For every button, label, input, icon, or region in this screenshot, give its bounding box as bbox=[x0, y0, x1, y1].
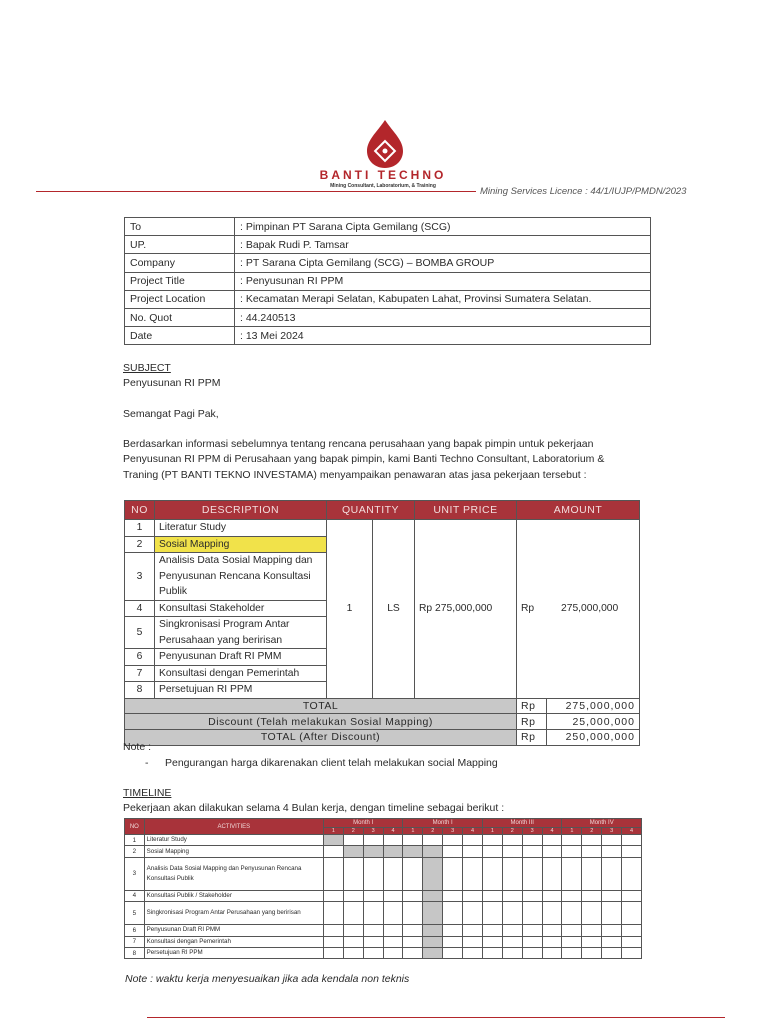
offer-item-no: 1 bbox=[125, 520, 155, 537]
timeline-row bbox=[125, 890, 642, 901]
tl-cell bbox=[602, 857, 622, 890]
tl-cell bbox=[542, 902, 562, 925]
tl-cell bbox=[343, 925, 363, 936]
tl-cell bbox=[502, 846, 522, 857]
tl-cell bbox=[562, 835, 582, 846]
tl-cell-active bbox=[423, 846, 443, 857]
tl-cell bbox=[502, 890, 522, 901]
col-no: NO bbox=[125, 501, 155, 520]
summary-currency: Rp bbox=[517, 730, 547, 746]
timeline-note: Note : waktu kerja menyesuaikan jika ada kendala non teknis bbox=[125, 973, 410, 985]
licence-text: Mining Services Licence : 44/1/IUJP/PMDN/2023 bbox=[480, 186, 687, 197]
tl-cell bbox=[502, 925, 522, 936]
info-label: Project Location bbox=[125, 290, 235, 308]
info-row bbox=[125, 236, 651, 254]
tl-week: 3 bbox=[443, 828, 463, 835]
tl-activity-name: Analisis Data Sosial Mapping dan Penyusunan Rencana Konsultasi Publik bbox=[144, 857, 323, 890]
tl-activity-no: 4 bbox=[125, 890, 145, 901]
tl-cell bbox=[443, 947, 463, 958]
tl-cell bbox=[582, 925, 602, 936]
info-value: : 44.240513 bbox=[235, 308, 651, 326]
tl-activity-name: Singkronisasi Program Antar Perusahaan yang beririsan bbox=[144, 902, 323, 925]
tl-week: 1 bbox=[403, 828, 423, 835]
info-label: Date bbox=[125, 327, 235, 345]
offer-item-no: 7 bbox=[125, 665, 155, 682]
tl-cell bbox=[562, 890, 582, 901]
tl-cell bbox=[522, 947, 542, 958]
subject-heading: SUBJECT bbox=[123, 362, 171, 374]
note-label: Note : bbox=[123, 741, 152, 753]
tl-cell bbox=[482, 890, 502, 901]
tl-cell-active bbox=[423, 890, 443, 901]
tl-cell bbox=[323, 947, 343, 958]
tl-cell bbox=[463, 925, 483, 936]
tl-cell bbox=[403, 925, 423, 936]
tl-cell bbox=[403, 936, 423, 947]
brand-tagline: Mining Consultant, Laboratorium, & Training bbox=[330, 183, 436, 189]
tl-activity-name: Persetujuan RI PPM bbox=[144, 947, 323, 958]
tl-activity-name: Literatur Study bbox=[144, 835, 323, 846]
note-bullet: - bbox=[145, 757, 149, 769]
tl-cell bbox=[502, 902, 522, 925]
tl-cell bbox=[343, 890, 363, 901]
offer-unit: LS bbox=[373, 520, 415, 699]
subject-value: Penyusunan RI PPM bbox=[123, 377, 221, 389]
tl-cell bbox=[562, 902, 582, 925]
tl-cell bbox=[562, 846, 582, 857]
tl-cell bbox=[582, 857, 602, 890]
tl-week: 3 bbox=[522, 828, 542, 835]
timeline-row bbox=[125, 846, 642, 857]
tl-activity-no: 2 bbox=[125, 846, 145, 857]
tl-cell bbox=[622, 835, 642, 846]
tl-cell bbox=[363, 857, 383, 890]
tl-cell bbox=[323, 902, 343, 925]
tl-cell bbox=[343, 902, 363, 925]
tl-activity-no: 7 bbox=[125, 936, 145, 947]
tl-month: Month III bbox=[482, 819, 562, 828]
tl-cell bbox=[363, 890, 383, 901]
intro-paragraph bbox=[123, 437, 604, 483]
tl-cell bbox=[542, 857, 562, 890]
info-row bbox=[125, 308, 651, 326]
timeline-row bbox=[125, 902, 642, 925]
tl-week: 1 bbox=[562, 828, 582, 835]
info-value: : 13 Mei 2024 bbox=[235, 327, 651, 345]
tl-cell bbox=[542, 925, 562, 936]
tl-cell bbox=[343, 857, 363, 890]
tl-cell bbox=[383, 947, 403, 958]
info-value: : PT Sarana Cipta Gemilang (SCG) – BOMBA GROUP bbox=[235, 254, 651, 272]
tl-cell bbox=[522, 890, 542, 901]
tl-cell bbox=[443, 846, 463, 857]
tl-cell bbox=[602, 890, 622, 901]
tl-cell bbox=[562, 936, 582, 947]
tl-cell bbox=[522, 925, 542, 936]
tl-week: 4 bbox=[383, 828, 403, 835]
tl-cell bbox=[582, 890, 602, 901]
summary-value: 25,000,000 bbox=[547, 714, 640, 730]
tl-cell-active bbox=[423, 925, 443, 936]
tl-cell bbox=[482, 902, 502, 925]
tl-col-no: NO bbox=[125, 819, 145, 835]
tl-activity-no: 5 bbox=[125, 902, 145, 925]
offer-quantity: 1 bbox=[327, 520, 373, 699]
tl-cell bbox=[383, 890, 403, 901]
info-label: Company bbox=[125, 254, 235, 272]
tl-col-activities: ACTIVITIES bbox=[144, 819, 323, 835]
tl-week: 4 bbox=[463, 828, 483, 835]
tl-cell bbox=[482, 936, 502, 947]
info-label: To bbox=[125, 218, 235, 236]
tl-cell-active bbox=[423, 902, 443, 925]
tl-cell bbox=[622, 857, 642, 890]
tl-cell bbox=[363, 925, 383, 936]
info-label: UP. bbox=[125, 236, 235, 254]
timeline-month-header bbox=[125, 819, 642, 828]
tl-cell bbox=[343, 947, 363, 958]
tl-cell bbox=[482, 947, 502, 958]
offer-item-no: 3 bbox=[125, 553, 155, 601]
tl-cell bbox=[363, 902, 383, 925]
tl-week: 1 bbox=[482, 828, 502, 835]
offer-amount-value: 275,000,000 bbox=[561, 603, 619, 615]
tl-month: Month IV bbox=[562, 819, 642, 828]
offer-unit-price: Rp 275,000,000 bbox=[415, 520, 517, 699]
tl-week: 4 bbox=[542, 828, 562, 835]
tl-cell bbox=[522, 902, 542, 925]
tl-week: 3 bbox=[363, 828, 383, 835]
timeline-row bbox=[125, 835, 642, 846]
tl-cell bbox=[403, 947, 423, 958]
recipient-info-table bbox=[124, 217, 651, 345]
tl-cell bbox=[602, 902, 622, 925]
tl-cell-active bbox=[323, 835, 343, 846]
tl-cell bbox=[542, 936, 562, 947]
tl-cell bbox=[463, 857, 483, 890]
tl-cell bbox=[542, 835, 562, 846]
offer-summary-row bbox=[125, 730, 640, 746]
info-value: : Kecamatan Merapi Selatan, Kabupaten Lahat, Provinsi Sumatera Selatan. bbox=[235, 290, 651, 308]
info-value: : Bapak Rudi P. Tamsar bbox=[235, 236, 651, 254]
tl-cell bbox=[383, 835, 403, 846]
tl-cell bbox=[463, 936, 483, 947]
tl-cell bbox=[443, 925, 463, 936]
tl-cell-active bbox=[423, 857, 443, 890]
tl-cell bbox=[582, 902, 602, 925]
summary-value: 250,000,000 bbox=[547, 730, 640, 746]
col-amount: AMOUNT bbox=[517, 501, 640, 520]
tl-activity-name: Konsultasi Publik / Stakeholder bbox=[144, 890, 323, 901]
tl-cell bbox=[443, 835, 463, 846]
tl-week: 1 bbox=[323, 828, 343, 835]
brand-name: BANTI TECHNO bbox=[319, 168, 447, 182]
timeline-row bbox=[125, 925, 642, 936]
tl-month: Month I bbox=[403, 819, 483, 828]
tl-cell bbox=[582, 936, 602, 947]
tl-activity-name: Konsultasi dengan Pemerintah bbox=[144, 936, 323, 947]
intro-line: Berdasarkan informasi sebelumnya tentang rencana perusahaan yang bapak pimpin untuk pekerjaan bbox=[123, 438, 594, 450]
tl-cell bbox=[463, 902, 483, 925]
tl-cell bbox=[622, 925, 642, 936]
offer-item-no: 2 bbox=[125, 536, 155, 553]
tl-cell bbox=[423, 835, 443, 846]
tl-cell bbox=[463, 947, 483, 958]
offer-item-desc: Singkronisasi Program Antar Perusahaan yang beririsan bbox=[155, 617, 327, 649]
tl-cell bbox=[443, 890, 463, 901]
tl-week: 2 bbox=[423, 828, 443, 835]
tl-cell bbox=[582, 835, 602, 846]
tl-cell bbox=[522, 835, 542, 846]
tl-cell bbox=[482, 925, 502, 936]
tl-cell bbox=[323, 925, 343, 936]
tl-cell bbox=[502, 936, 522, 947]
tl-cell bbox=[443, 857, 463, 890]
summary-label: TOTAL bbox=[125, 698, 517, 714]
tl-cell bbox=[542, 947, 562, 958]
offer-item-desc: Konsultasi dengan Pemerintah bbox=[155, 665, 327, 682]
info-row bbox=[125, 290, 651, 308]
tl-cell bbox=[622, 890, 642, 901]
summary-currency: Rp bbox=[517, 714, 547, 730]
tl-cell bbox=[562, 857, 582, 890]
tl-week: 2 bbox=[582, 828, 602, 835]
tl-cell-active bbox=[343, 846, 363, 857]
timeline-intro: Pekerjaan akan dilakukan selama 4 Bulan kerja, dengan timeline sebagai berikut : bbox=[123, 802, 505, 814]
col-description: DESCRIPTION bbox=[155, 501, 327, 520]
info-label: Project Title bbox=[125, 272, 235, 290]
tl-activity-no: 8 bbox=[125, 947, 145, 958]
tl-cell bbox=[502, 857, 522, 890]
flame-logo-icon bbox=[363, 118, 407, 170]
tl-cell bbox=[562, 947, 582, 958]
offer-item-desc: Konsultasi Stakeholder bbox=[155, 600, 327, 617]
summary-label: Discount (Telah melakukan Sosial Mapping) bbox=[125, 714, 517, 730]
tl-cell bbox=[602, 947, 622, 958]
tl-cell bbox=[622, 846, 642, 857]
tl-cell bbox=[383, 902, 403, 925]
tl-cell bbox=[482, 846, 502, 857]
tl-cell bbox=[622, 936, 642, 947]
note-item bbox=[145, 757, 498, 769]
tl-cell bbox=[602, 835, 622, 846]
info-row bbox=[125, 254, 651, 272]
summary-currency: Rp bbox=[517, 698, 547, 714]
tl-cell-active bbox=[423, 947, 443, 958]
tl-cell bbox=[522, 936, 542, 947]
tl-cell bbox=[363, 947, 383, 958]
tl-cell bbox=[383, 857, 403, 890]
offer-item-desc: Penyusunan Draft RI PMM bbox=[155, 649, 327, 666]
tl-activity-no: 6 bbox=[125, 925, 145, 936]
offer-item-desc: Literatur Study bbox=[155, 520, 327, 537]
tl-cell bbox=[502, 947, 522, 958]
summary-label: TOTAL (After Discount) bbox=[125, 730, 517, 746]
tl-cell bbox=[403, 890, 423, 901]
info-label: No. Quot bbox=[125, 308, 235, 326]
tl-month: Month I bbox=[323, 819, 403, 828]
tl-cell bbox=[363, 835, 383, 846]
info-value: : Pimpinan PT Sarana Cipta Gemilang (SCG) bbox=[235, 218, 651, 236]
tl-cell bbox=[403, 902, 423, 925]
col-quantity: QUANTITY bbox=[327, 501, 415, 520]
tl-cell bbox=[443, 902, 463, 925]
footer-divider bbox=[147, 1017, 725, 1018]
tl-cell bbox=[463, 846, 483, 857]
tl-cell bbox=[363, 936, 383, 947]
timeline-heading: TIMELINE bbox=[123, 787, 172, 799]
tl-cell bbox=[323, 846, 343, 857]
tl-cell bbox=[482, 835, 502, 846]
offer-item-desc: Sosial Mapping bbox=[155, 536, 327, 553]
tl-cell bbox=[403, 835, 423, 846]
tl-cell-active bbox=[383, 846, 403, 857]
tl-cell bbox=[323, 857, 343, 890]
tl-cell bbox=[343, 835, 363, 846]
info-row bbox=[125, 327, 651, 345]
tl-cell bbox=[323, 936, 343, 947]
tl-cell bbox=[502, 835, 522, 846]
header-divider bbox=[36, 191, 476, 192]
tl-week: 2 bbox=[343, 828, 363, 835]
tl-activity-no: 3 bbox=[125, 857, 145, 890]
col-unit-price: UNIT PRICE bbox=[415, 501, 517, 520]
tl-cell bbox=[383, 936, 403, 947]
timeline-row bbox=[125, 857, 642, 890]
greeting: Semangat Pagi Pak, bbox=[123, 408, 219, 420]
info-value: : Penyusunan RI PPM bbox=[235, 272, 651, 290]
tl-cell bbox=[602, 925, 622, 936]
offer-row bbox=[125, 520, 640, 537]
tl-cell bbox=[542, 846, 562, 857]
tl-cell bbox=[522, 857, 542, 890]
tl-cell bbox=[522, 846, 542, 857]
intro-line: Penyusunan RI PPM di Perusahaan yang bapak pimpin, kami Banti Techno Consultant, Laboratorium & bbox=[123, 453, 605, 466]
offer-amount bbox=[517, 520, 640, 699]
tl-cell bbox=[482, 857, 502, 890]
offer-item-no: 8 bbox=[125, 682, 155, 699]
tl-cell bbox=[622, 947, 642, 958]
tl-week: 4 bbox=[622, 828, 642, 835]
timeline-table bbox=[124, 818, 642, 959]
offer-item-no: 5 bbox=[125, 617, 155, 649]
tl-activity-no: 1 bbox=[125, 835, 145, 846]
offer-item-no: 4 bbox=[125, 600, 155, 617]
offer-amount-currency: Rp bbox=[521, 603, 535, 615]
tl-cell bbox=[562, 925, 582, 936]
info-row bbox=[125, 218, 651, 236]
tl-cell bbox=[343, 936, 363, 947]
tl-cell bbox=[443, 936, 463, 947]
tl-activity-name: Sosial Mapping bbox=[144, 846, 323, 857]
tl-cell bbox=[323, 890, 343, 901]
tl-cell-active bbox=[403, 846, 423, 857]
tl-cell bbox=[463, 835, 483, 846]
timeline-row bbox=[125, 947, 642, 958]
tl-cell bbox=[582, 846, 602, 857]
summary-value: 275,000,000 bbox=[547, 698, 640, 714]
tl-cell-active bbox=[423, 936, 443, 947]
note-item-text: Pengurangan harga dikarenakan client telah melakukan social Mapping bbox=[165, 757, 498, 769]
tl-cell bbox=[403, 857, 423, 890]
tl-activity-name: Penyusunan Draft RI PMM bbox=[144, 925, 323, 936]
tl-cell bbox=[542, 890, 562, 901]
tl-cell bbox=[602, 936, 622, 947]
offer-summary-row bbox=[125, 714, 640, 730]
tl-cell bbox=[463, 890, 483, 901]
offer-item-no: 6 bbox=[125, 649, 155, 666]
tl-week: 2 bbox=[502, 828, 522, 835]
intro-line: Traning (PT BANTI TEKNO INVESTAMA) menyampaikan penawaran atas jasa pekerjaan tersebut : bbox=[123, 468, 587, 481]
offer-item-desc: Analisis Data Sosial Mapping dan Penyusunan Rencana Konsultasi Publik bbox=[155, 553, 327, 601]
tl-cell bbox=[622, 902, 642, 925]
tl-cell bbox=[582, 947, 602, 958]
tl-week: 3 bbox=[602, 828, 622, 835]
offer-summary-row bbox=[125, 698, 640, 714]
tl-cell bbox=[602, 846, 622, 857]
offer-item-desc: Persetujuan RI PPM bbox=[155, 682, 327, 699]
timeline-row bbox=[125, 936, 642, 947]
tl-cell-active bbox=[363, 846, 383, 857]
info-row bbox=[125, 272, 651, 290]
offer-table bbox=[124, 500, 640, 746]
tl-cell bbox=[383, 925, 403, 936]
